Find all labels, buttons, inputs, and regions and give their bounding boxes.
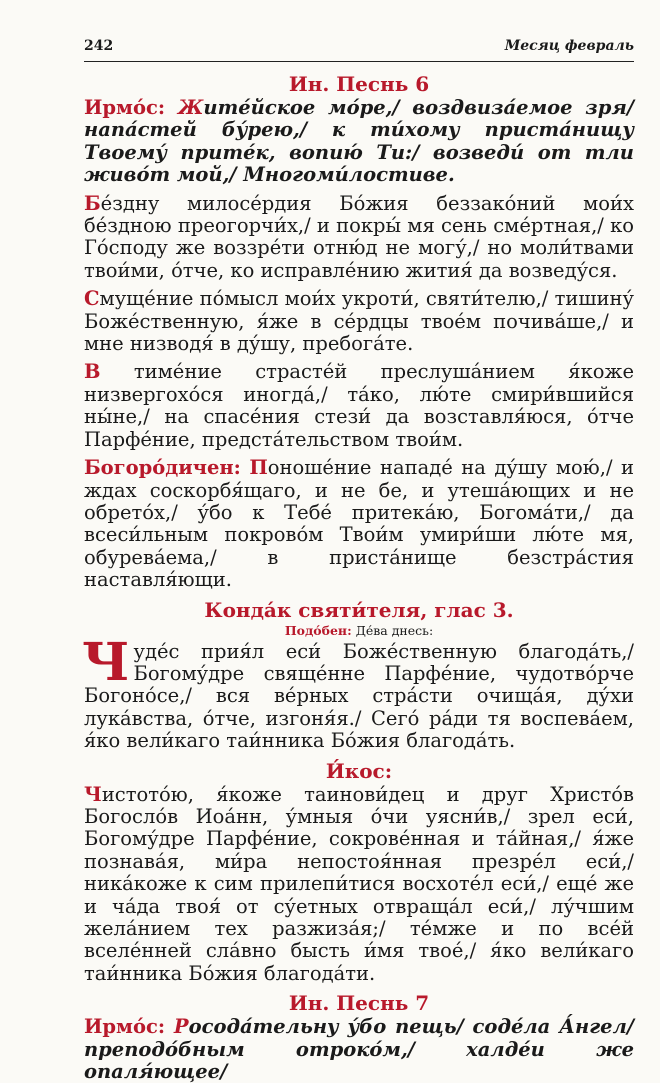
ikos-text (84, 784, 634, 986)
podoben-line (84, 623, 634, 639)
ode-6-troparion-2 (84, 288, 634, 355)
initial-letter: Р (173, 1015, 189, 1039)
irmos-label: Ирмо́с: (84, 1015, 166, 1039)
ode-7-irmos (84, 1016, 634, 1083)
ode-6-irmos (84, 97, 634, 187)
initial-letter: В (84, 360, 101, 384)
initial-letter: С (84, 287, 100, 311)
ode-6-theotokion (84, 457, 634, 591)
page-number: 242 (84, 38, 114, 54)
kontakion-text (82, 631, 634, 753)
initial-letter: Б (84, 191, 101, 215)
running-title: Месяц февраль (504, 38, 634, 54)
podoben-text: Де́ва днесь: (355, 622, 434, 638)
troparion-text: муще́ние по́мысл мои́х укроти́, святи́телю,/ тишину́ Боже́ственную, я́же в се́рдцы твое́м почива́ше,/ и мне низводя́ в ду́шу, пребога́те. (84, 287, 634, 356)
initial-letter: П (249, 456, 268, 480)
initial-letter: Ч (84, 782, 102, 806)
ikos-body: истото́ю, я́коже таинови́дец и друг Христо́в Богосло́в Иоа́нн, у́мныя о́чи уясни́в,/ зрел еси́, Богому́дре Парфе́ние, сокрове́нная и та́йная,/ я́же познава́я, ми́ра непостоя́нная презре́л еси́,/ ника́коже к сим прилепи́тися восхоте́л еси́,/ еще́ же и ча́да твоя́ от су́етных отвраща́л еси́,/ лу́чшим жела́нием тех разжиза́я;/ те́мже и по все́й вселе́нней сла́вно бысть и́мя твое́,/ я́ко вели́каго таи́нника Бо́жия благода́ти. (84, 782, 634, 985)
troparion-text: е́здну милосе́рдия Бо́жия беззако́ний мои́х бе́здною преогорчи́х,/ и покры́ мя сень сме́ртная,/ ко Го́споду же воззре́ти отню́д не могу́,/ но моли́твами твои́ми, о́тче, ко исправле́нию жития́ да возведу́ся. (84, 191, 634, 282)
ode-7-heading: Ин. Песнь 7 (288, 991, 430, 1016)
podoben-label: Подо́бен: (284, 622, 352, 638)
irmos-label: Ирмо́с: (84, 96, 166, 119)
ode-6-heading: Ин. Песнь 6 (288, 72, 430, 96)
ode-6-troparion-3 (84, 361, 634, 451)
troparion-text: тиме́ние страсте́й преслуша́нием я́коже низвергохо́ся иногда́,/ та́ко, лю́те смири́вшийся ны́не,/ на спасе́ния стези́ да возставля́юся, о́тче Парфе́ние, предста́тельством твои́м. (84, 360, 634, 451)
initial-letter: Ж (177, 96, 204, 119)
running-header (84, 38, 634, 61)
kontakion-heading: Конда́к святи́теля, глас 3. (204, 597, 514, 622)
irmos-text: ите́йское мо́ре,/ воздвиза́емое зря/ напа́стей бу́рею,/ к ти́хому приста́нищу Твоему́ прите́к, вопию́ Ти:/ возведи́ от тли живо́т мой,/ Многоми́лостиве. (84, 96, 634, 187)
irmos-text: осода́тельну у́бо пещь/ соде́ла А́нгел/ преподо́бным отроко́м,/ халде́и же опаля́ющее/ (84, 1015, 634, 1083)
drop-cap: Ч (82, 631, 130, 693)
ode-6-troparion-1 (84, 193, 634, 283)
kontakion-body: уде́с прия́л еси́ Боже́ственную благода́ть,/ Богому́дре свяще́нне Парфе́ние, чудотво́рче Богоно́се,/ вся ве́рных стра́сти очища́я, ду́хи лука́вства, о́тче, изгоня́я./ Сего́ ра́ди тя воспева́ем, я́ко вели́каго таи́нника Бо́жия благода́ть. (84, 639, 634, 753)
ikos-heading: И́кос: (325, 758, 393, 783)
header-rule (84, 61, 634, 62)
theotokion-label: Богоро́дичен: (84, 456, 241, 480)
theotokion-text: оноше́ние нападе́ на ду́шу мою́,/ и ждах соскорбя́щаго, и не бе, и утеша́ющих и не обрето́х,/ у́бо к Тебе́ притека́ю, Богома́ти,/ да всеси́льным покрово́м Твои́м умири́ши лю́те мя, обурева́ема,/ в приста́нище безстра́стия наставля́ющи. (84, 456, 634, 592)
